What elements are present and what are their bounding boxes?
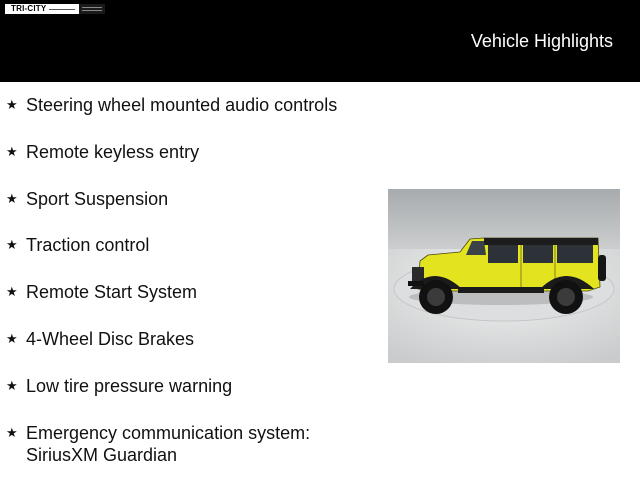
feature-item bbox=[6, 141, 376, 163]
feature-item bbox=[6, 328, 376, 350]
star-icon: ★ bbox=[6, 143, 18, 159]
logo-divider bbox=[49, 9, 75, 10]
feature-item bbox=[6, 188, 376, 210]
feature-item bbox=[6, 375, 376, 397]
star-icon: ★ bbox=[6, 424, 18, 440]
feature-label: Remote Start System bbox=[26, 282, 198, 303]
logo-text: TRI-CITY bbox=[11, 4, 47, 13]
feature-item bbox=[6, 422, 376, 466]
star-icon: ★ bbox=[6, 377, 18, 393]
feature-list bbox=[6, 94, 376, 490]
feature-label: 4-Wheel Disc Brakes bbox=[26, 328, 195, 349]
feature-item bbox=[6, 281, 376, 303]
feature-label: Sport Suspension bbox=[26, 188, 169, 209]
star-icon: ★ bbox=[6, 330, 18, 346]
logo-contact-block bbox=[79, 4, 105, 14]
jeep-illustration bbox=[388, 189, 620, 363]
star-icon: ★ bbox=[6, 237, 18, 253]
feature-item bbox=[6, 94, 376, 116]
vehicle-photo[interactable] bbox=[388, 189, 620, 363]
feature-label: Low tire pressure warning bbox=[26, 375, 233, 396]
feature-label: Traction control bbox=[26, 235, 150, 256]
jeep-window-cargo bbox=[557, 245, 593, 263]
rocker bbox=[458, 287, 544, 293]
feature-label: Remote keyless entry bbox=[26, 141, 200, 162]
star-icon: ★ bbox=[6, 284, 18, 300]
star-icon: ★ bbox=[6, 97, 18, 112]
front-bumper bbox=[408, 281, 424, 286]
dealer-logo[interactable] bbox=[5, 4, 105, 14]
feature-label: Emergency communication system: SiriusXM Guardian bbox=[26, 422, 311, 465]
page-title: Vehicle Highlights bbox=[470, 31, 613, 51]
feature-item bbox=[6, 234, 376, 256]
star-icon: ★ bbox=[6, 190, 18, 206]
header-bar bbox=[0, 0, 640, 82]
jeep-roof bbox=[484, 238, 598, 245]
jeep-window-rear bbox=[523, 245, 553, 263]
spare-tire bbox=[598, 255, 606, 281]
feature-label: Steering wheel mounted audio controls bbox=[26, 95, 338, 115]
jeep-window-front bbox=[488, 245, 518, 263]
